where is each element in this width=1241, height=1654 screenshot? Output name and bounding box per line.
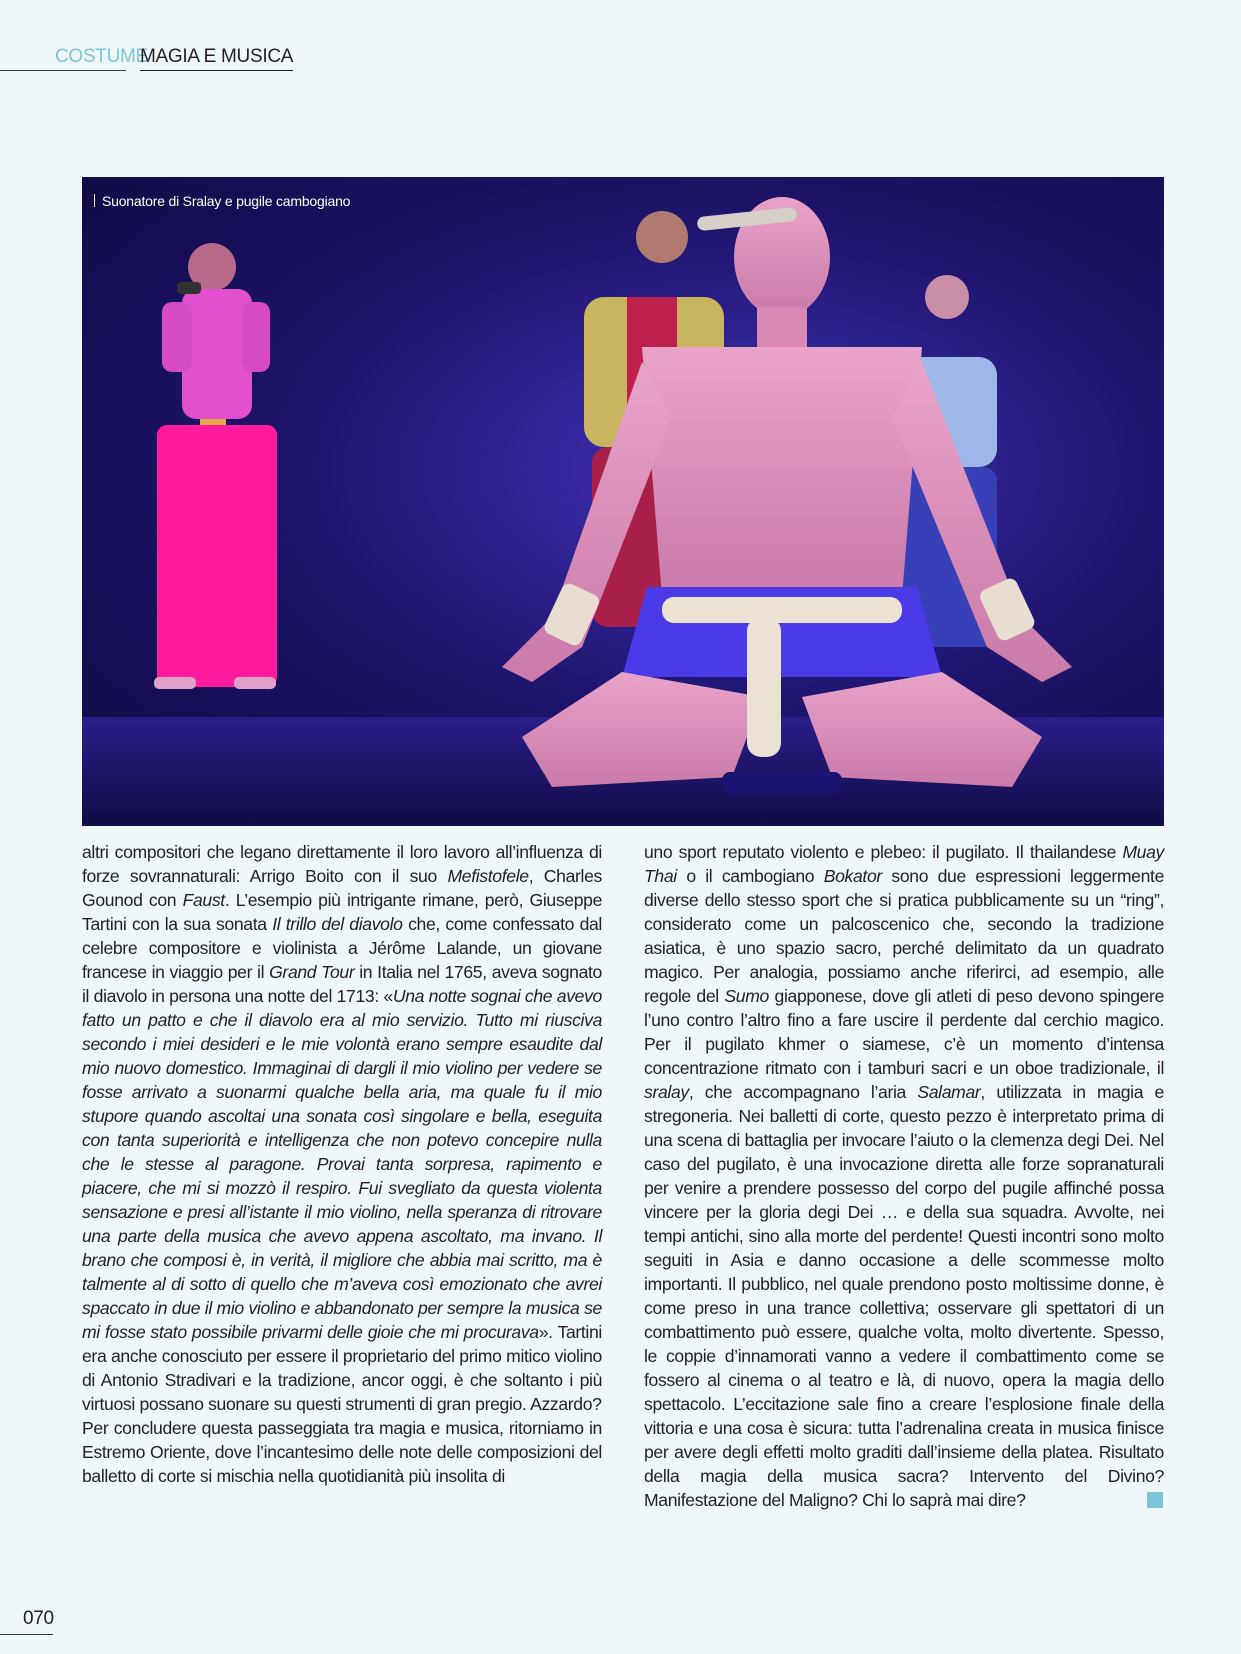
- article-paragraph: [644, 840, 1164, 1512]
- article-column-left: [82, 840, 602, 1488]
- article-paragraph: [82, 1416, 602, 1488]
- caption-text: Suonatore di Sralay e pugile cambogiano: [102, 193, 351, 209]
- text-run: Per concludere questa passeggiata tra magia e musica, ritorniamo in Estremo Oriente, dove l’incantesimo delle note delle composizioni del balletto di corte si mischia nella quotidianità più insolita di: [82, 1418, 602, 1486]
- section-label: COSTUME: [55, 46, 148, 67]
- stage-photo-illustration: [82, 177, 1164, 826]
- article-paragraph: [82, 840, 602, 1416]
- text-run: uno sport reputato violento e plebeo: il pugilato. Il thailandese: [644, 842, 1123, 862]
- article-column-right: [644, 840, 1164, 1512]
- italic-run: Sumo: [724, 986, 769, 1006]
- italic-run: Il trillo del diavolo: [272, 914, 403, 934]
- text-run: . L’esempio più intrigante rimane, però, Giuseppe Tartini con la sua sonata: [82, 890, 603, 934]
- italic-run: Mefistofele: [447, 866, 529, 886]
- caption-divider: [94, 194, 95, 207]
- text-run: o il cambogiano: [676, 866, 824, 886]
- italic-run: Una notte sognai che avevo fatto un patto e che il diavolo era al mio servizio. Tutto mi riusciva secondo i miei desideri e le mie volontà erano sempre esaudite dal mio nuovo domestico. Immaginai di dargli il mio violino per vedere se fosse arrivato a suonarmi qualche bella aria, ma quale fu il mio stupore quando ascoltai una sonata così singolare e bella, eseguita con tanta superiorità e intelligenza che non potevo concepire nulla che le stesse al paragone. Provai tanta sorpresa, rapimento e piacere, che mi si mozzò il respiro. Fui svegliato da questa violenta sensazione e presi all’istante il mio violino, nella speranza di ritrovare una parte della musica che avevo appena ascoltato, ma invano. Il brano che composi è, in verità, il migliore che abbia mai scritto, ma è talmente al di sotto di quello che m’aveva così emozionato che avrei spaccato in due il mio violino e abbandonato per sempre la musica se mi fosse stato possibile privarmi delle gioie che mi procurava: [82, 986, 602, 1342]
- italic-run: Bokator: [823, 866, 882, 886]
- photo-caption: [94, 193, 350, 209]
- article-end-mark: [1147, 1492, 1163, 1508]
- topic-label: MAGIA E MUSICA: [140, 46, 293, 71]
- footer-rule: [0, 1634, 53, 1635]
- stage-photo: [82, 177, 1164, 826]
- text-run: ». Tartini era anche conosciuto per essere il proprietario del primo mitico violino di Antonio Stradivari e la tradizione, ancor oggi, è che soltanto i più virtuosi possano suonare su questi strumenti di gran pregio. Azzardo?: [82, 1322, 602, 1414]
- page-number: 070: [23, 1608, 54, 1629]
- italic-run: sralay: [644, 1082, 689, 1102]
- sralay-player-figure: [154, 243, 277, 689]
- italic-run: Salamar: [917, 1082, 981, 1102]
- text-run: altri compositori che legano direttamente il loro lavoro all’influenza di forze sovrannaturali: Arrigo Boito con il suo: [82, 842, 602, 886]
- text-run: sono due espressioni leggermente diverse dello stesso sport che si pratica pubblicamente su un “ring”, considerato come un palcoscenico che, secondo la tradizione asiatica, è uno spazio sacro, perché delimitato da un quadrato magico. Per analogia, possiamo anche riferirci, ad esempio, alle regole del: [644, 866, 1164, 1006]
- text-run: , che accompagnano l’aria: [688, 1082, 918, 1102]
- text-run: , Charles Gounod con: [82, 866, 602, 910]
- header-rule: [0, 70, 126, 71]
- text-run: in Italia nel 1765, aveva sognato il diavolo in persona una notte del 1713: «: [82, 962, 602, 1006]
- text-run: giapponese, dove gli atleti di peso devono spingere l’uno contro l’altro fino a fare uscire il perdente dal cerchio magico. Per il pugilato khmer o siamese, c’è un momento d’intensa concentrazione ritmato con i tamburi sacri e un oboe tradizionale, il: [644, 986, 1165, 1078]
- italic-run: Faust: [182, 890, 225, 910]
- text-run: , utilizzata in magia e stregoneria. Nei balletti di corte, questo pezzo è interpretato prima di una scena di battaglia per invocare l’aiuto o la clemenza degi Dei. Nel caso del pugilato, è una invocazione diretta alle forze sopranaturali per venire a prendere possesso del corpo del pugile affinché possa vincere per la gloria degi Dei … e della sua squadra. Avvolte, nei tempi antichi, sino alla morte del perdente! Questi incontri sono molto seguiti in Asia e danno occasione a delle scommesse molto importanti. Il pubblico, nel quale prendono posto moltissime donne, è come preso in una trance collettiva; osservare gli spettatori di un combattimento può essere, qualche volta, molto divertente. Spesso, le coppie d’innamorati vanno a vedere il combattimento come se fossero al cinema o al teatro e là, di nuovo, opera la magia dello spettacolo. L’eccitazione sale fino a creare l’esplosione finale della vittoria e una cosa è sicura: tutta l’adrenalina creata in musica finisce per avere degli effetti molto graditi dall’insieme della platea. Risultato della magia della musica sacra? Intervento del Divino? Manifestazione del Maligno? Chi lo saprà mai dire?: [644, 1082, 1164, 1510]
- text-run: che, come confessato dal celebre compositore e violinista a Jérôme Lalande, un giovane francese in viaggio per il: [82, 914, 602, 982]
- italic-run: Muay Thai: [644, 842, 1164, 886]
- italic-run: Grand Tour: [269, 962, 355, 982]
